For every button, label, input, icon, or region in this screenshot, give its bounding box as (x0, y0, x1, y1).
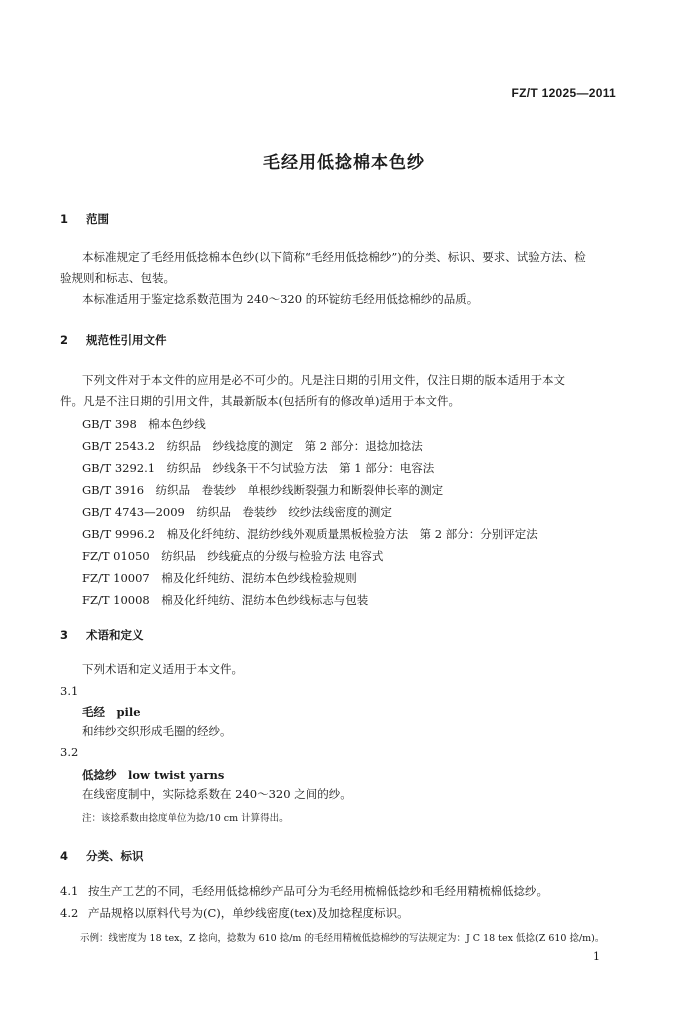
section-number: 2 (60, 333, 69, 347)
reference-item: FZ/T 10007 棉及化纤纯纺、混纺本色纱线检验规则 (82, 571, 357, 585)
term-name: 低捻纱 low twist yarns (82, 768, 225, 782)
standard-code: FZ/T 12025—2011 (511, 86, 616, 100)
scope-paragraph-line: 本标准规定了毛经用低捻棉本色纱(以下简称“毛经用低捻棉纱”)的分类、标识、要求、试验方法、检 (82, 250, 586, 264)
clause-number: 4.2 (60, 906, 79, 920)
reference-item: GB/T 4743—2009 纺织品 卷装纱 绞纱法线密度的测定 (82, 505, 392, 519)
reference-item: GB/T 9996.2 棉及化纤纯纺、混纺纱线外观质量黑板检验方法 第 2 部分：分别评定法 (82, 527, 538, 541)
reference-item: GB/T 3916 纺织品 卷装纱 单根纱线断裂强力和断裂伸长率的测定 (82, 483, 444, 497)
clause-text: 产品规格以原料代号为(C)，单纱线密度(tex)及加捻程度标识。 (88, 906, 409, 920)
section-heading-2 (60, 332, 167, 348)
section-heading-3 (60, 627, 144, 643)
document-title: 毛经用低捻棉本色纱 (263, 153, 425, 173)
section-number: 4 (60, 849, 69, 863)
clause-4-2 (60, 903, 409, 923)
terms-intro: 下列术语和定义适用于本文件。 (82, 662, 243, 676)
reference-item: FZ/T 10008 棉及化纤纯纺、混纺本色纱线标志与包装 (82, 593, 369, 607)
reference-item: GB/T 3292.1 纺织品 纱线条干不匀试验方法 第 1 部分：电容法 (82, 461, 435, 475)
clause-number: 4.1 (60, 884, 79, 898)
scope-paragraph-line: 验规则和标志、包装。 (60, 271, 175, 285)
term-definition: 和纬纱交织形成毛圈的经纱。 (82, 724, 232, 738)
section-number: 1 (60, 212, 69, 226)
example-text: 示例：线密度为 18 tex，Z 捻向，捻数为 610 捻/m 的毛经用精梳低捻棉纱的写法规定为：J C 18 tex 低捻(Z 610 捻/m)。 (80, 933, 605, 944)
references-intro-line: 下列文件对于本文件的应用是必不可少的。凡是注日期的引用文件，仅注日期的版本适用于本文 (82, 373, 565, 387)
scope-paragraph: 本标准适用于鉴定捻系数范围为 240～320 的环锭纺毛经用低捻棉纱的品质。 (82, 292, 479, 306)
section-title: 分类、标识 (86, 849, 144, 863)
section-heading-4 (60, 848, 144, 864)
section-title: 范围 (86, 212, 109, 226)
reference-item: GB/T 2543.2 纺织品 纱线捻度的测定 第 2 部分：退捻加捻法 (82, 439, 423, 453)
reference-item: FZ/T 01050 纺织品 纱线疵点的分级与检验方法 电容式 (82, 549, 384, 563)
clause-text: 按生产工艺的不同，毛经用低捻棉纱产品可分为毛经用梳棉低捻纱和毛经用精梳棉低捻纱。 (88, 884, 548, 898)
section-title: 规范性引用文件 (86, 333, 167, 347)
reference-item: GB/T 398 棉本色纱线 (82, 417, 206, 431)
section-title: 术语和定义 (86, 628, 144, 642)
term-note: 注：该捻系数由捻度单位为捻/10 cm 计算得出。 (82, 813, 289, 824)
clause-4-1 (60, 881, 548, 901)
section-heading-1 (60, 211, 109, 227)
section-number: 3 (60, 628, 69, 642)
references-intro-line: 件。凡是不注日期的引用文件，其最新版本(包括所有的修改单)适用于本文件。 (60, 394, 460, 408)
term-definition: 在线密度制中，实际捻系数在 240～320 之间的纱。 (82, 787, 352, 801)
term-number: 3.1 (60, 684, 79, 698)
term-number: 3.2 (60, 745, 79, 759)
term-name: 毛经 pile (82, 705, 141, 719)
page-number: 1 (593, 950, 600, 963)
